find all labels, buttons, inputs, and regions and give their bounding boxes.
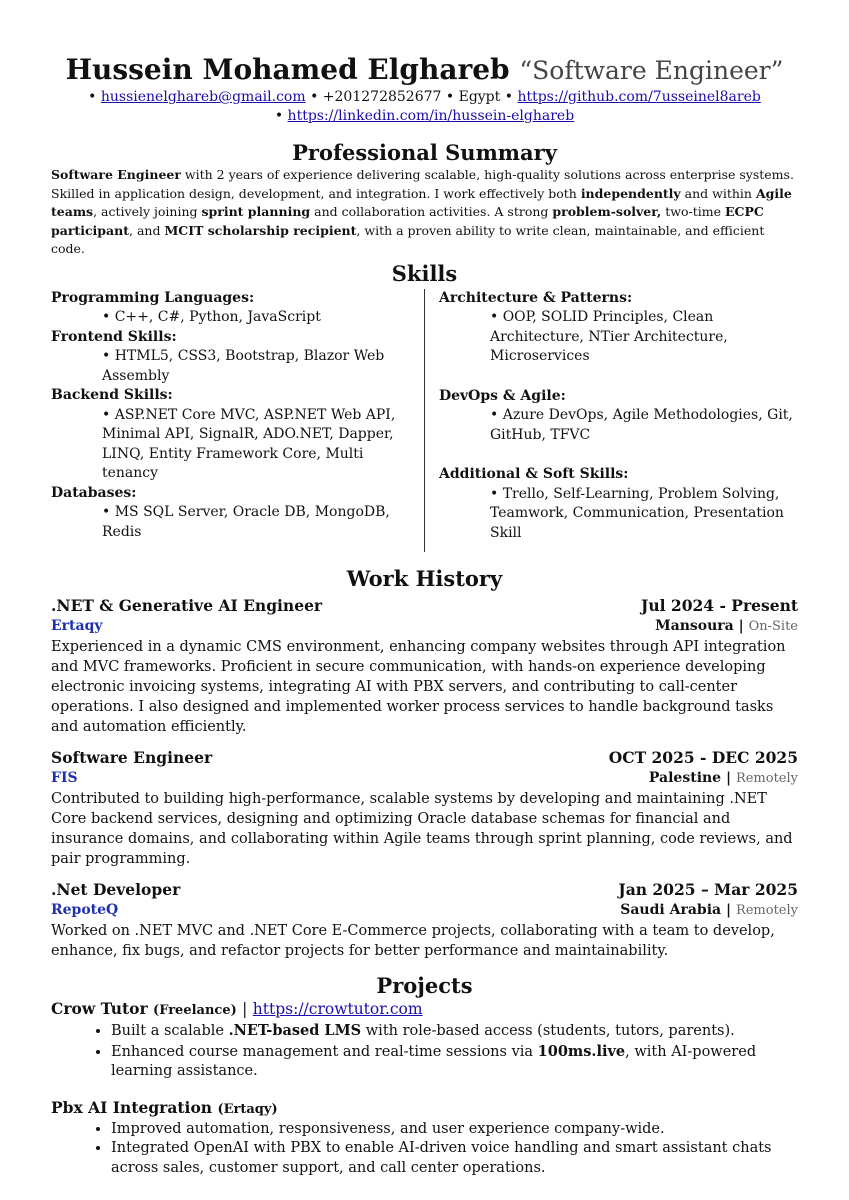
work-mode: Remotely: [735, 903, 798, 918]
contact-line-2: [51, 107, 798, 126]
project-bullets: [51, 1120, 798, 1179]
skills-section: [51, 289, 798, 553]
summary-bold: problem-solver,: [552, 204, 662, 219]
contact-line-1: [51, 88, 798, 107]
summary-bold: independently: [580, 185, 681, 201]
summary-heading: Professional Summary: [292, 140, 557, 165]
list-item: • Improved automation, responsiveness, and user experience company-wide.: [111, 1120, 798, 1140]
bullet-run: Enhanced course management and real-time sessions via: [111, 1043, 538, 1060]
summary-run: , with a proven ability to write clean, maintainable, and efficient code.: [51, 222, 765, 256]
job-description: Contributed to building high-performance, scalable systems by developing and maintaining .NET Core backend services, designing and optimizing Oracle database schemas for financial and insurance domains, and collaborating within Agile teams through sprint planning, code reviews, and pair programming.: [51, 791, 793, 867]
project-tag: (Ertaqy): [217, 1101, 278, 1117]
skills-heading: Skills: [391, 260, 458, 286]
company-row: [51, 900, 798, 921]
skill-category-title: Databases:: [51, 484, 137, 501]
skills-right-column: [425, 289, 797, 553]
company-name: Ertaqy: [51, 618, 103, 634]
job-date: OCT 2025 - DEC 2025: [608, 748, 798, 767]
resume-header: [51, 53, 798, 126]
summary-bold: MCIT scholarship recipient: [164, 222, 357, 238]
project-title: Pbx AI Integration: [51, 1097, 213, 1117]
summary-run: two-time: [661, 204, 725, 219]
bullet-run: with role-based access (students, tutors, parents).: [361, 1023, 735, 1039]
summary-bold: sprint planning: [201, 204, 311, 219]
project-link[interactable]: https://crowtutor.com: [252, 1000, 423, 1018]
email-link[interactable]: hussienelghareb@gmail.com: [100, 89, 306, 105]
name-line: [51, 53, 798, 88]
summary-run: , and: [129, 222, 165, 238]
spacer: [439, 367, 797, 387]
project-tag: (Freelance): [153, 1003, 237, 1018]
work-mode: Remotely: [735, 771, 798, 786]
skill-category-title: Programming Languages:: [51, 289, 255, 306]
job-location: Mansoura | On-Site: [655, 618, 798, 634]
project-title-row: [51, 999, 798, 1021]
company-row: [51, 616, 798, 637]
list-item: [111, 1021, 798, 1042]
summary-bold: Software Engineer: [51, 167, 181, 182]
skill-category-items: • HTML5, CSS3, Bootstrap, Blazor Web Assembly: [102, 348, 385, 384]
phone-number: +201272852677: [322, 89, 442, 105]
job-header: [51, 596, 798, 616]
summary-text: [51, 166, 798, 259]
bullet-separator: •: [274, 108, 284, 124]
project-bullets: [51, 1021, 798, 1082]
skills-left-column: [51, 289, 425, 553]
bullet-bold: .NET-based LMS: [228, 1022, 362, 1039]
summary-run: , actively joining: [93, 204, 202, 219]
work-heading: Work History: [346, 566, 503, 591]
project-entry: [51, 1098, 798, 1179]
projects-heading: Projects: [376, 973, 473, 998]
summary-run: and collaboration activities. A strong: [310, 204, 553, 219]
job-description: Worked on .NET MVC and .NET Core E-Commerce projects, collaborating with a team to develop, enhance, fix bugs, and refactor projects for better performance and maintainability.: [51, 923, 775, 959]
summary-run: and within: [680, 185, 756, 201]
job-title: Software Engineer: [51, 748, 213, 767]
location-text: Palestine: [648, 770, 722, 786]
work-mode: On-Site: [748, 619, 798, 634]
spacer: [439, 445, 797, 465]
skill-category-title: Backend Skills:: [51, 387, 173, 403]
project-entry: [51, 999, 798, 1082]
skill-category-title: Additional & Soft Skills:: [439, 466, 629, 482]
skill-category-items: • Trello, Self-Learning, Problem Solving, Teamwork, Communication, Presentation Skill: [490, 485, 784, 541]
location-text: Mansoura: [655, 618, 734, 634]
skill-category-title: DevOps & Agile:: [439, 387, 566, 404]
country: Egypt: [458, 89, 501, 105]
bullet-separator: •: [504, 89, 513, 105]
job-entry: [51, 596, 798, 737]
summary-bold: Agile teams: [51, 185, 792, 219]
company-name: RepoteQ: [51, 902, 119, 918]
job-date: Jan 2025 – Mar 2025: [618, 880, 798, 899]
job-date: Jul 2024 - Present: [641, 596, 798, 615]
skill-category-title: Frontend Skills:: [51, 328, 177, 345]
github-link[interactable]: https://github.com/7usseinel8areb: [517, 89, 761, 105]
job-entry: [51, 880, 798, 961]
job-header: [51, 880, 798, 900]
summary-bold: ECPC participant: [51, 204, 764, 238]
job-description: Experienced in a dynamic CMS environment, enhancing company websites through API integration and MVC frameworks. Proficient in secure communication, with hands-on experience developing electronic invoicing systems, integrating AI with PBX servers, and contributing to call-center operations. I also designed and implemented worker process services to handle background tasks and automation efficiently.: [51, 639, 786, 735]
job-title: .Net Developer: [51, 880, 181, 899]
company-row: [51, 768, 798, 789]
job-location: Palestine | Remotely: [648, 770, 798, 786]
bullet-run: Built a scalable: [111, 1023, 229, 1039]
list-item: [111, 1042, 798, 1082]
skill-category-items: • OOP, SOLID Principles, Clean Architecture, NTier Architecture, Microservices: [490, 309, 728, 364]
bullet-bold: 100ms.live: [537, 1042, 626, 1060]
location-text: Saudi Arabia: [620, 902, 722, 918]
job-role: “Software Engineer”: [519, 56, 784, 85]
skill-category-items: • ASP.NET Core MVC, ASP.NET Web API, Minimal API, SignalR, ADO.NET, Dapper, LINQ, Entity Framework Core, Multi tenancy: [102, 406, 396, 481]
skill-category-items: • C++, C#, Python, JavaScript: [102, 309, 321, 325]
full-name: Hussein Mohamed Elghareb: [65, 53, 510, 86]
bullet-separator: •: [310, 89, 319, 105]
bullet-run: , with AI-powered learning assistance.: [111, 1043, 757, 1079]
skill-category-items: • Azure DevOps, Agile Methodologies, Git, GitHub, TFVC: [490, 407, 793, 443]
job-location: Saudi Arabia | Remotely: [620, 902, 798, 918]
job-entry: [51, 748, 798, 869]
list-item: • Integrated OpenAI with PBX to enable AI-driven voice handling and smart assistant chats across sales, customer support, and call center operations.: [111, 1139, 798, 1178]
summary-run: with 2 years of experience delivering scalable, high-quality solutions across enterprise systems. Skilled in application design, development, and integration. I work effectively both: [51, 167, 794, 201]
skill-category-items: • MS SQL Server, Oracle DB, MongoDB, Redis: [102, 504, 390, 540]
spacer: [51, 542, 414, 552]
project-title-row: [51, 1098, 798, 1120]
pipe-separator: |: [242, 1000, 248, 1018]
bullet-separator: •: [88, 89, 97, 105]
project-title: Crow Tutor: [51, 999, 148, 1018]
linkedin-link[interactable]: https://linkedin.com/in/hussein-elghareb: [287, 108, 575, 124]
job-title: .NET & Generative AI Engineer: [51, 596, 323, 615]
company-name: FIS: [51, 770, 78, 786]
job-header: [51, 748, 798, 768]
bullet-separator: •: [445, 89, 455, 105]
skill-category-title: Architecture & Patterns:: [439, 289, 633, 306]
